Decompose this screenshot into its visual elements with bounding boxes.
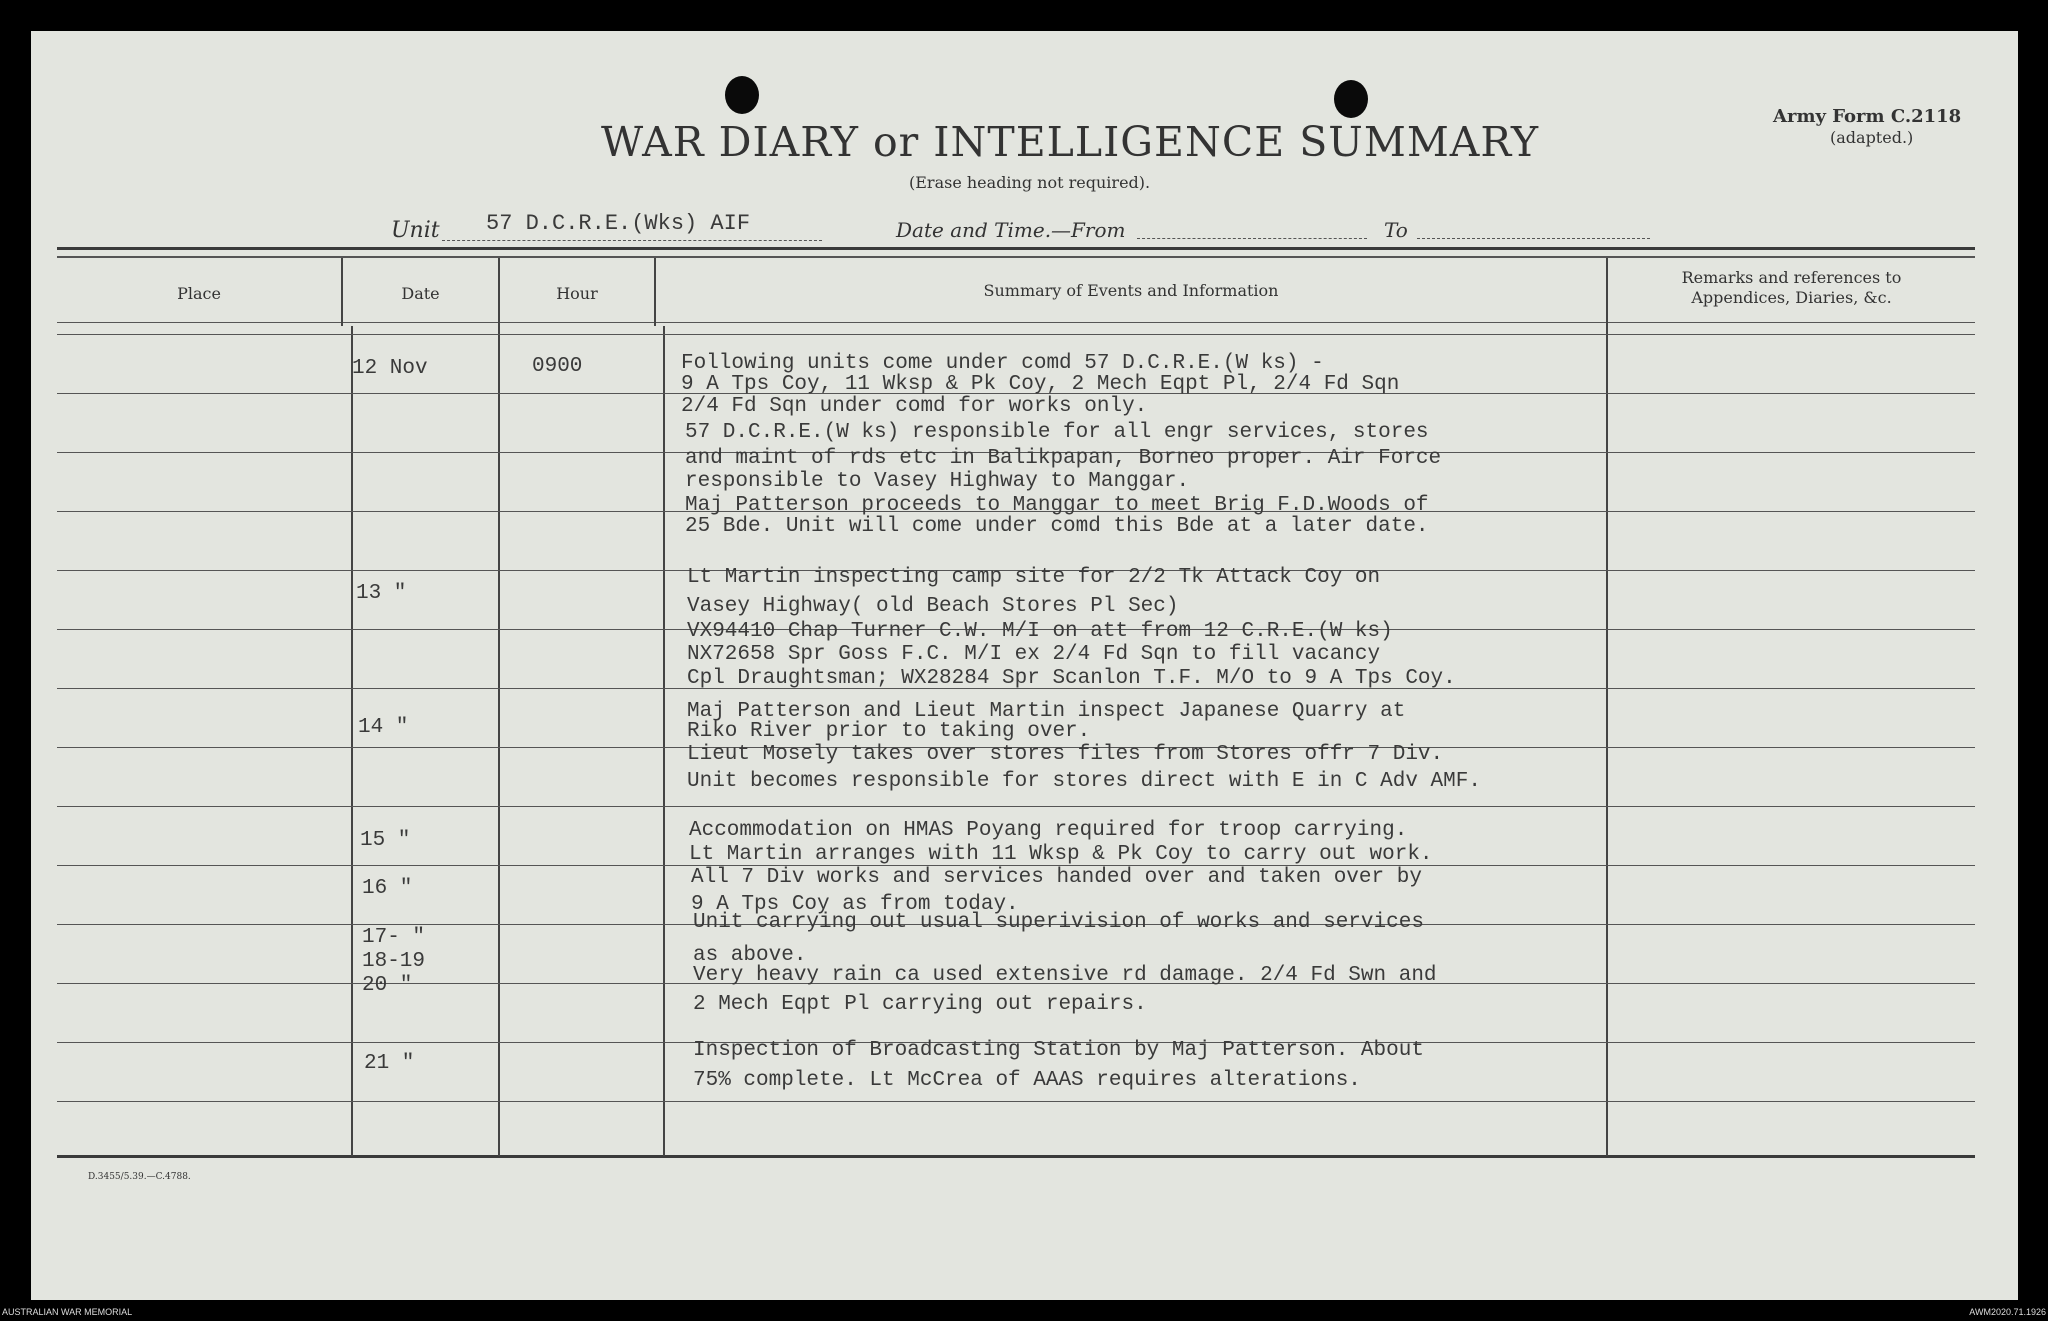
form-subtitle: (Erase heading not required). [909,173,1151,192]
summary-line: Lt Martin arranges with 11 Wksp & Pk Coy to carry out work. [689,843,1433,866]
summary-line: VX94410 Chap Turner C.W. M/I on att from 12 C.R.E.(W ks) [687,620,1393,643]
archive-credit: AUSTRALIAN WAR MEMORIAL [2,1307,133,1317]
summary-line: Maj Patterson proceeds to Manggar to meet Brig F.D.Woods of [685,494,1429,517]
summary-line: 2/4 Fd Sqn under comd for works only. [681,395,1148,418]
summary-line: NX72658 Spr Goss F.C. M/I ex 2/4 Fd Sqn to fill vacancy [687,643,1381,666]
summary-line: Riko River prior to taking over. [687,720,1091,743]
entry-date: 18-19 [362,950,426,973]
punch-hole-right [1334,80,1368,118]
entry-date: 16 " [362,877,413,900]
header-separator [57,322,1975,323]
summary-line: 25 Bde. Unit will come under comd this Bde at a later date. [685,515,1429,538]
summary-line: 2 Mech Eqpt Pl carrying out repairs. [693,993,1147,1016]
summary-line: 75% complete. Lt McCrea of AAAS requires alterations. [693,1069,1361,1092]
summary-line: Unit carrying out usual superivision of works and services [693,911,1424,934]
summary-line: and maint of rds etc in Balikpapan, Borneo proper. Air Force [685,447,1442,470]
entry-date: 17- " [362,926,426,949]
column-header-remarks-line2: Appendices, Diaries, &c. [1691,288,1892,307]
unit-dotted-line [442,240,822,241]
col-divider-place [351,326,353,1156]
column-header-place: Place [177,284,221,303]
col-divider-hour [663,326,665,1156]
army-form-number: Army Form C.2118 [1773,106,1962,127]
column-header-summary: Summary of Events and Information [983,281,1279,300]
entry-date: 14 " [358,716,409,739]
date-to-label: To [1384,218,1408,242]
summary-line: Very heavy rain ca used extensive rd damage. 2/4 Fd Swn and [693,964,1437,987]
unit-value: 57 D.C.R.E.(Wks) AIF [486,211,751,236]
entry-date: 15 " [360,829,411,852]
table-top-border-inner [57,256,1975,258]
entry-date: 13 " [356,582,407,605]
summary-line: 9 A Tps Coy, 11 Wksp & Pk Coy, 2 Mech Eqpt Pl, 2/4 Fd Sqn [681,373,1400,396]
ruled-line [57,806,1975,807]
summary-line: Maj Patterson and Lieut Martin inspect Japanese Quarry at [687,700,1406,723]
column-header-date: Date [401,284,440,303]
entry-date: 12 Nov [352,357,428,380]
date-to-dotted-line [1417,238,1650,239]
ruled-line [57,1101,1975,1102]
entry-date: 21 " [364,1052,415,1075]
summary-line: Unit becomes responsible for stores direct with E in C Adv AMF. [687,770,1481,793]
date-time-from-label: Date and Time.—From [896,218,1126,242]
summary-line: All 7 Div works and services handed over and taken over by [691,866,1422,889]
ruled-line [57,334,1975,335]
summary-line: as above. [693,944,807,967]
summary-line: Lt Martin inspecting camp site for 2/2 Tk Attack Coy on [687,566,1381,589]
column-header-remarks-line1: Remarks and references to [1681,268,1902,287]
archive-accession-number: AWM2020.71.1926 [1969,1307,2046,1317]
column-header-hour: Hour [556,284,598,303]
summary-line: 57 D.C.R.E.(W ks) responsible for all engr services, stores [685,421,1429,444]
punch-hole-left [725,76,759,114]
unit-label: Unit [391,218,440,243]
summary-line: Accommodation on HMAS Poyang required for troop carrying. [689,819,1408,842]
table-bottom-border [57,1155,1975,1158]
form-print-code: D.3455/5.39.—C.4788. [88,1172,191,1182]
summary-line: Vasey Highway( old Beach Stores Pl Sec) [687,595,1179,618]
form-title: WAR DIARY or INTELLIGENCE SUMMARY [601,118,1540,166]
summary-line: Cpl Draughtsman; WX28284 Spr Scanlon T.F. M/O to 9 A Tps Coy. [687,667,1456,690]
date-from-dotted-line [1137,238,1367,239]
summary-line: Lieut Mosely takes over stores files from Stores offr 7 Div. [687,743,1444,766]
entry-date: 20 " [362,974,413,997]
summary-line: 9 A Tps Coy as from today. [691,893,1019,916]
summary-line: responsible to Vasey Highway to Manggar. [685,470,1190,493]
army-form-adapted: (adapted.) [1830,128,1914,147]
summary-line: Inspection of Broadcasting Station by Maj Patterson. About [693,1039,1424,1062]
entry-hour: 0900 [532,355,583,378]
table-top-border [57,247,1975,250]
summary-line: Following units come under comd 57 D.C.R.E.(W ks) - [681,352,1324,375]
